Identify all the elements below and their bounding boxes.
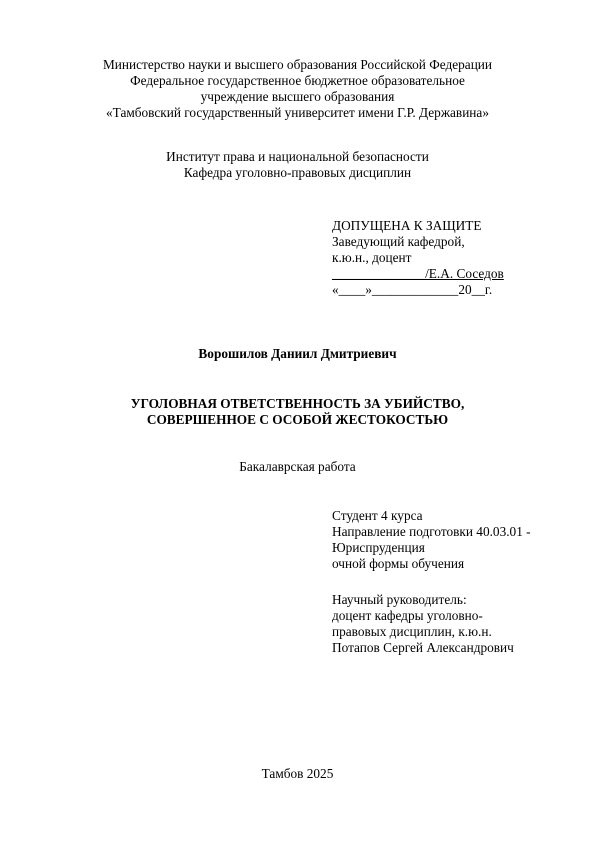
- approval-degree: к.ю.н., доцент: [332, 250, 412, 265]
- supervisor-info-block: [332, 592, 572, 656]
- institution-type-line-1: Федеральное государственное бюджетное образовательное: [130, 73, 465, 88]
- ministry-name: Министерство науки и высшего образования Российской Федерации: [102, 57, 493, 72]
- supervisor-label: Научный руководитель:: [332, 592, 467, 607]
- approval-block: [332, 218, 572, 298]
- supervisor-position-line-1: доцент кафедры уголовно-: [332, 608, 483, 623]
- student-direction: Направление подготовки 40.03.01 -: [332, 524, 531, 539]
- thesis-title-line-2: СОВЕРШЕННОЕ С ОСОБОЙ ЖЕСТОКОСТЬЮ: [146, 412, 449, 427]
- student-info-block: [332, 508, 572, 572]
- header-institute-block: [60, 149, 535, 181]
- author-name: Ворошилов Даниил Дмитриевич: [198, 346, 397, 361]
- supervisor-position-line-2: правовых дисциплин, к.ю.н.: [332, 624, 492, 639]
- header-ministry-block: [60, 57, 535, 121]
- approval-signature-line: ______________/Е.А. Соседов: [332, 266, 504, 281]
- institution-type-line-2: учреждение высшего образования: [200, 89, 395, 104]
- thesis-title-block: [60, 396, 535, 428]
- university-name: «Тамбовский государственный университет имени Г.Р. Державина»: [106, 105, 489, 120]
- approval-heading: ДОПУЩЕНА К ЗАЩИТЕ: [332, 218, 482, 233]
- approval-date-line: «____»_____________20__г.: [332, 282, 493, 297]
- institute-name: Институт права и национальной безопасности: [166, 149, 429, 164]
- student-course: Студент 4 курса: [332, 508, 423, 523]
- approval-position: Заведующий кафедрой,: [332, 234, 465, 249]
- student-form: очной формы обучения: [332, 556, 465, 571]
- city-year-block: [60, 766, 535, 782]
- work-type-block: [60, 459, 535, 475]
- city-year: Тамбов 2025: [261, 766, 334, 781]
- work-type: Бакалаврская работа: [239, 459, 356, 474]
- department-name: Кафедра уголовно-правовых дисциплин: [183, 165, 412, 180]
- student-specialty: Юриспруденция: [332, 540, 425, 555]
- author-name-block: [60, 346, 535, 362]
- thesis-title-line-1: УГОЛОВНАЯ ОТВЕТСТВЕННОСТЬ ЗА УБИЙСТВО,: [130, 396, 465, 411]
- supervisor-name: Потапов Сергей Александрович: [332, 640, 514, 655]
